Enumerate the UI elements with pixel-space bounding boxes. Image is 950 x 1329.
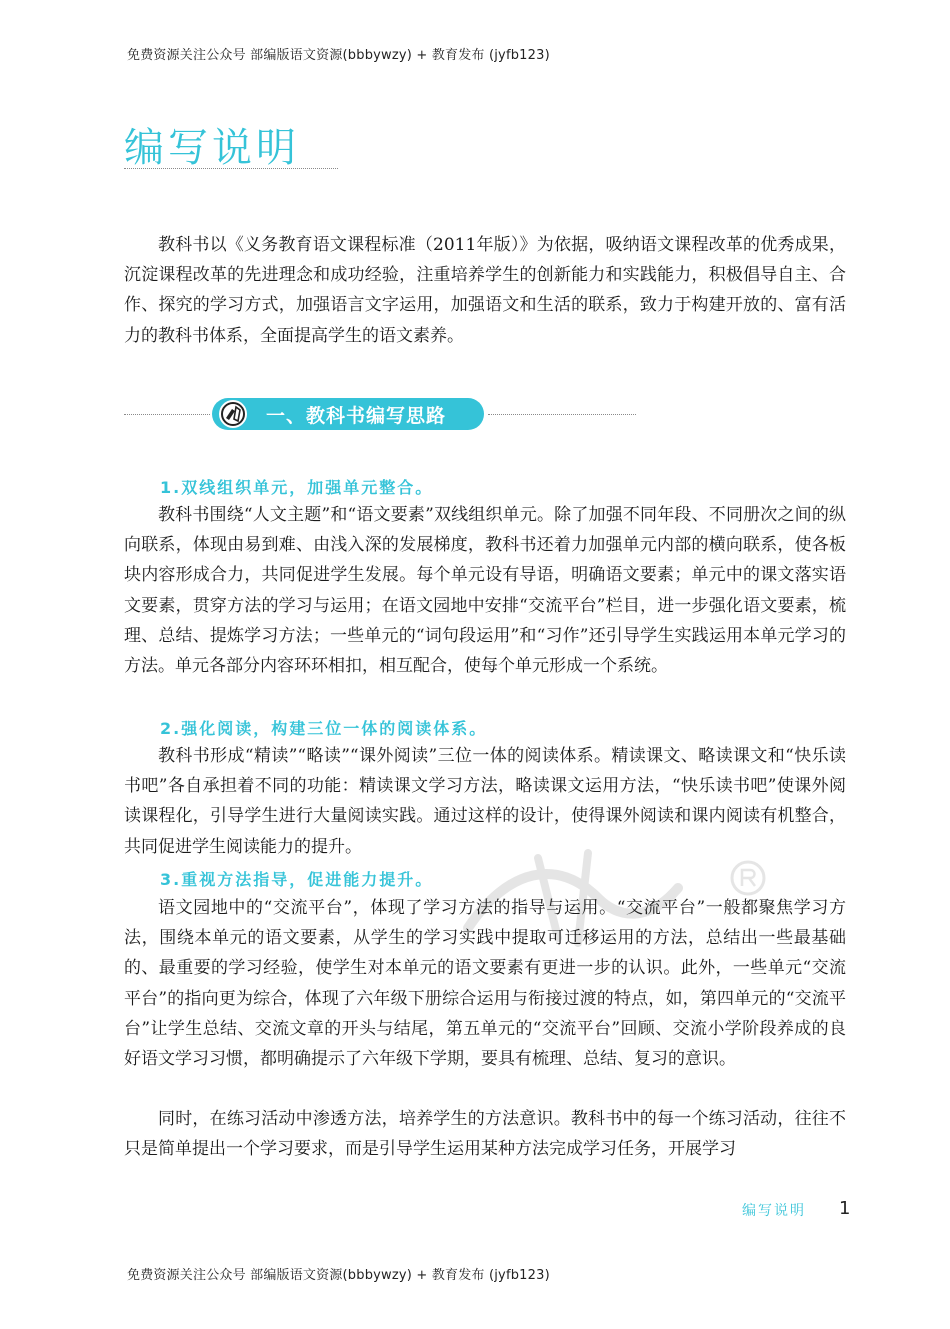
subsection-paragraph-3: 语文园地中的“交流平台”，体现了学习方法的指导与运用。“交流平台”一般都聚焦学习方法，围绕本单元的语文要素，从学生的学习实践中提取可迁移运用的方法，总结出一些最基础的、最重要的学习经验，使学生对本单元的语文要素有更进一步的认识。此外，一些单元“交流平台”的指向更为综合，体现了六年级下册综合运用与衔接过渡的特点，如，第四单元的“交流平台”让学生总结、交流文章的开头与结尾，第五单元的“交流平台”回顾、交流小学阶段养成的良好语文学习习惯，都明确提示了六年级下学期，要具有梳理、总结、复习的意识。	[124, 898, 846, 1070]
subsection-heading-1: 1.双线组织单元，加强单元整合。	[160, 478, 434, 497]
intro-paragraph: 教科书以《义务教育语文课程标准（2011年版）》为依据，吸纳语文课程改革的优秀成果，沉淀课程改革的先进理念和成功经验，注重培养学生的创新能力和实践能力，积极倡导自主、合作、探究的学习方式，加强语言文字运用，加强语文和生活的联系，致力于构建开放的、富有活力的教科书体系，全面提高学生的语文素养。	[124, 235, 846, 346]
footer-note: 免费资源关注公众号 部编版语文资源(bbbywzy) + 教育发布 (jyfb123)	[127, 1268, 550, 1283]
page-title: 编写说明	[124, 125, 300, 171]
subsection-paragraph-2: 教科书形成“精读”“略读”“课外阅读”三位一体的阅读体系。精读课文、略读课文和“快乐读书吧”各自承担着不同的功能：精读课文学习方法，略读课文运用方法，“快乐读书吧”使课外阅读课程化，引导学生进行大量阅读实践。通过这样的设计，使得课外阅读和课内阅读有机整合，共同促进学生阅读能力的提升。	[124, 746, 846, 857]
title-divider	[124, 168, 338, 169]
banner-dotted-line-left	[124, 414, 210, 415]
book-pen-icon	[216, 397, 250, 431]
banner-dotted-line-right	[488, 414, 636, 415]
continuation-paragraph: 同时，在练习活动中渗透方法，培养学生的方法意识。教科书中的每一个练习活动，往往不只是简单提出一个学习要求，而是引导学生运用某种方法完成学习任务，开展学习	[124, 1109, 846, 1160]
subsection-heading-2: 2.强化阅读，构建三位一体的阅读体系。	[160, 719, 488, 738]
subsection-heading-3: 3.重视方法指导，促进能力提升。	[160, 870, 434, 889]
section-banner	[124, 397, 636, 433]
header-note: 免费资源关注公众号 部编版语文资源(bbbywzy) + 教育发布 (jyfb123)	[127, 48, 550, 63]
section-title: 一、教科书编写思路	[266, 405, 447, 427]
page-number: 1	[839, 1198, 851, 1219]
subsection-paragraph-1: 教科书围绕“人文主题”和“语文要素”双线组织单元。除了加强不同年段、不同册次之间的纵向联系，体现由易到难、由浅入深的发展梯度，教科书还着力加强单元内部的横向联系，使各板块内容形成合力，共同促进学生发展。每个单元设有导语，明确语文要素；单元中的课文落实语文要素，贯穿方法的学习与运用；在语文园地中安排“交流平台”栏目，进一步强化语文要素，梳理、总结、提炼学习方法；一些单元的“词句段运用”和“习作”还引导学生实践运用本单元学习的方法。单元各部分内容环环相扣，相互配合，使每个单元形成一个系统。	[124, 505, 846, 677]
footer-section-label: 编写说明	[742, 1203, 806, 1219]
